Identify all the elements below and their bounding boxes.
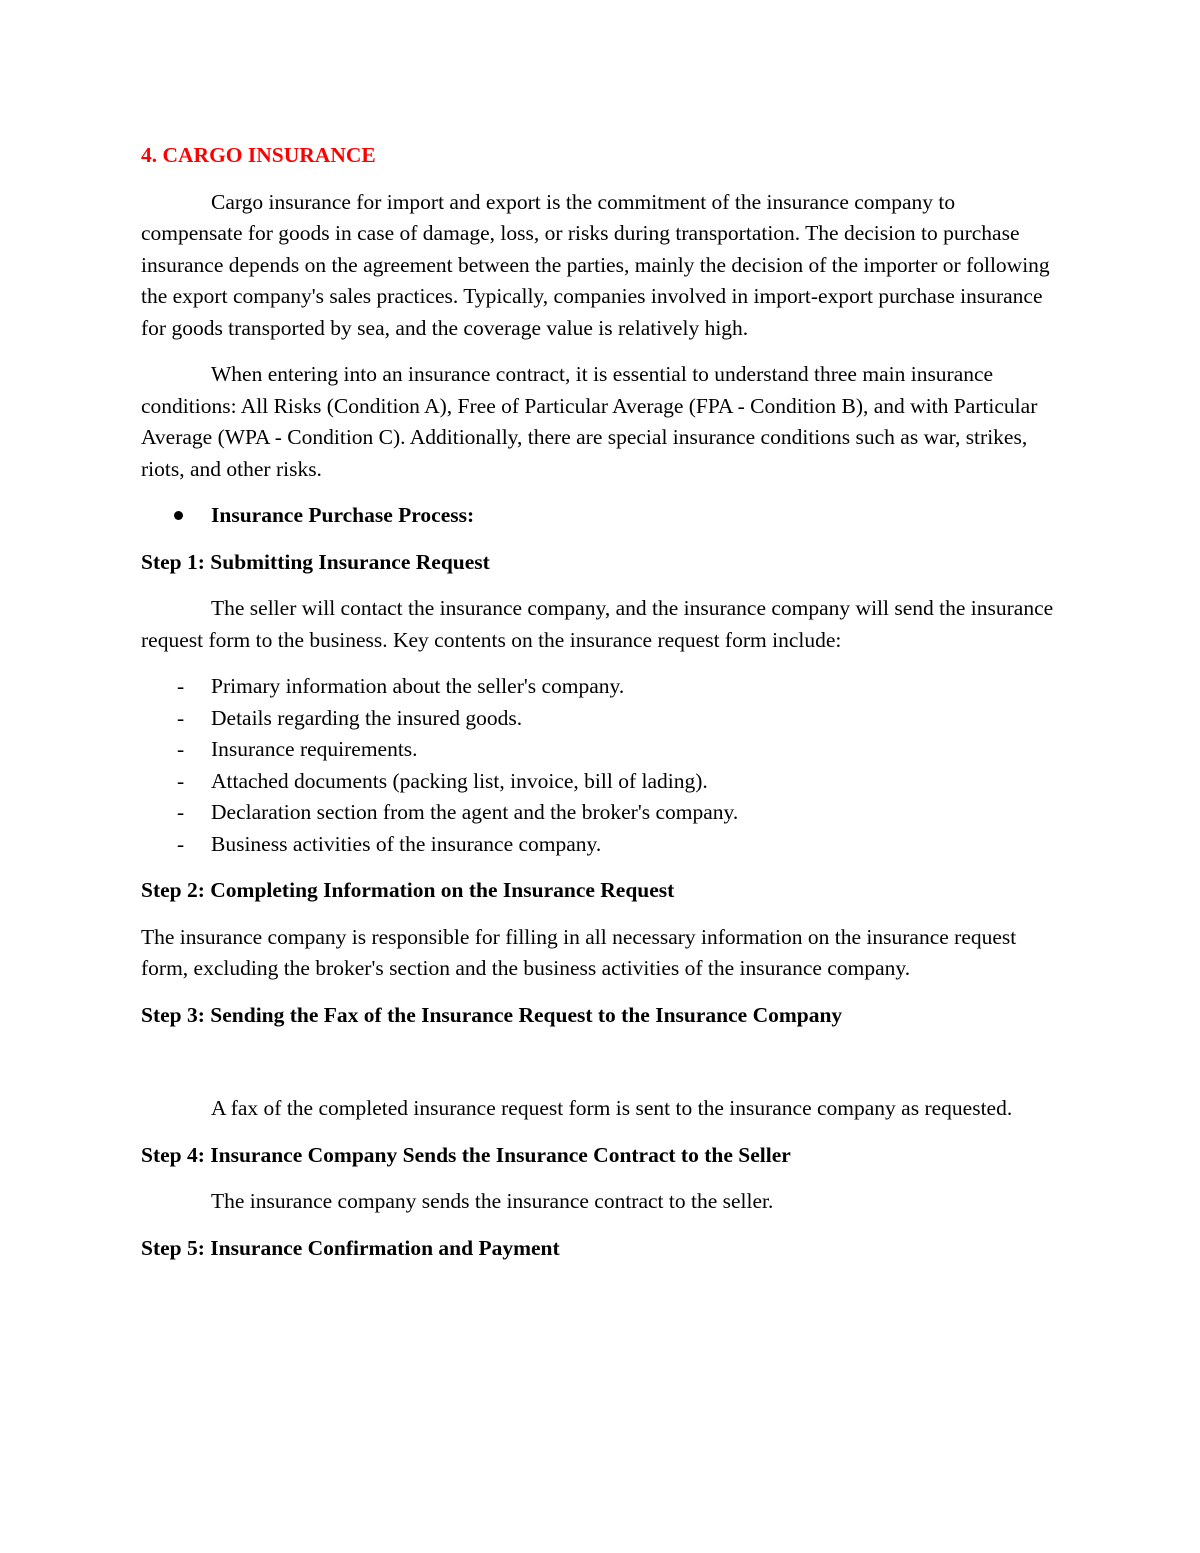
step4-text: The insurance company sends the insurance contract to the seller. [211,1189,774,1213]
list-item-text: Business activities of the insurance company. [211,831,602,856]
step2-heading: Step 2: Completing Information on the Insurance Request [141,878,675,902]
bullet-icon [174,511,183,520]
process-heading [141,500,1060,532]
list-item-text: Primary information about the seller's company. [211,674,625,698]
list-item [141,671,1060,703]
list-item [141,766,1060,798]
list-item [141,829,1060,861]
list-item-text: Insurance requirements. [211,737,418,761]
list-item-text: Declaration section from the agent and the broker's company. [211,800,739,824]
step2-text: The insurance company is responsible for filling in all necessary information on the insurance request form, excluding the broker's section and the business activities of the insurance company. [141,924,1017,980]
list-item-text: Details regarding the insured goods. [211,705,523,730]
dash-icon: - [177,705,185,730]
dash-icon: - [177,800,185,824]
dash-icon: - [177,737,185,761]
process-heading-label: Insurance Purchase Process: [211,503,475,527]
list-item [141,734,1060,766]
step5-heading: Step 5: Insurance Confirmation and Payment [141,1235,560,1260]
step1-item-list [141,671,1060,860]
list-item-text: Attached documents (packing list, invoice, bill of lading). [211,768,708,793]
list-item [141,797,1060,829]
step1-text: The seller will contact the insurance company, and the insurance company will send the insurance request form to the business. Key contents on the insurance request form include: [141,596,1054,652]
dash-icon: - [177,674,185,698]
intro-paragraph-2: When entering into an insurance contract, it is essential to understand three main insurance conditions: All Risks (Condition A), Free of Particular Average (FPA - Condition B), and with Particular Average (WPA - Condition C). Additionally, there are special insurance conditions such as war, strikes, riots, and other risks. [141,362,1038,481]
list-item [141,703,1060,735]
dash-icon: - [177,768,185,793]
dash-icon: - [177,831,185,856]
step4-heading: Step 4: Insurance Company Sends the Insurance Contract to the Seller [141,1142,791,1167]
section-title: 4. CARGO INSURANCE [141,143,376,167]
step3-heading: Step 3: Sending the Fax of the Insurance Request to the Insurance Company [141,1002,843,1027]
step1-heading: Step 1: Submitting Insurance Request [141,549,490,574]
step3-text: A fax of the completed insurance request form is sent to the insurance company as requested. [211,1096,1013,1120]
intro-paragraph-1: Cargo insurance for import and export is the commitment of the insurance company to compensate for goods in case of damage, loss, or risks during transportation. The decision to purchase insurance depends on the agreement between the parties, mainly the decision of the importer or following the export company's sales practices. Typically, companies involved in import-export purchase insurance for goods transported by sea, and the coverage value is relatively high. [141,189,1050,340]
